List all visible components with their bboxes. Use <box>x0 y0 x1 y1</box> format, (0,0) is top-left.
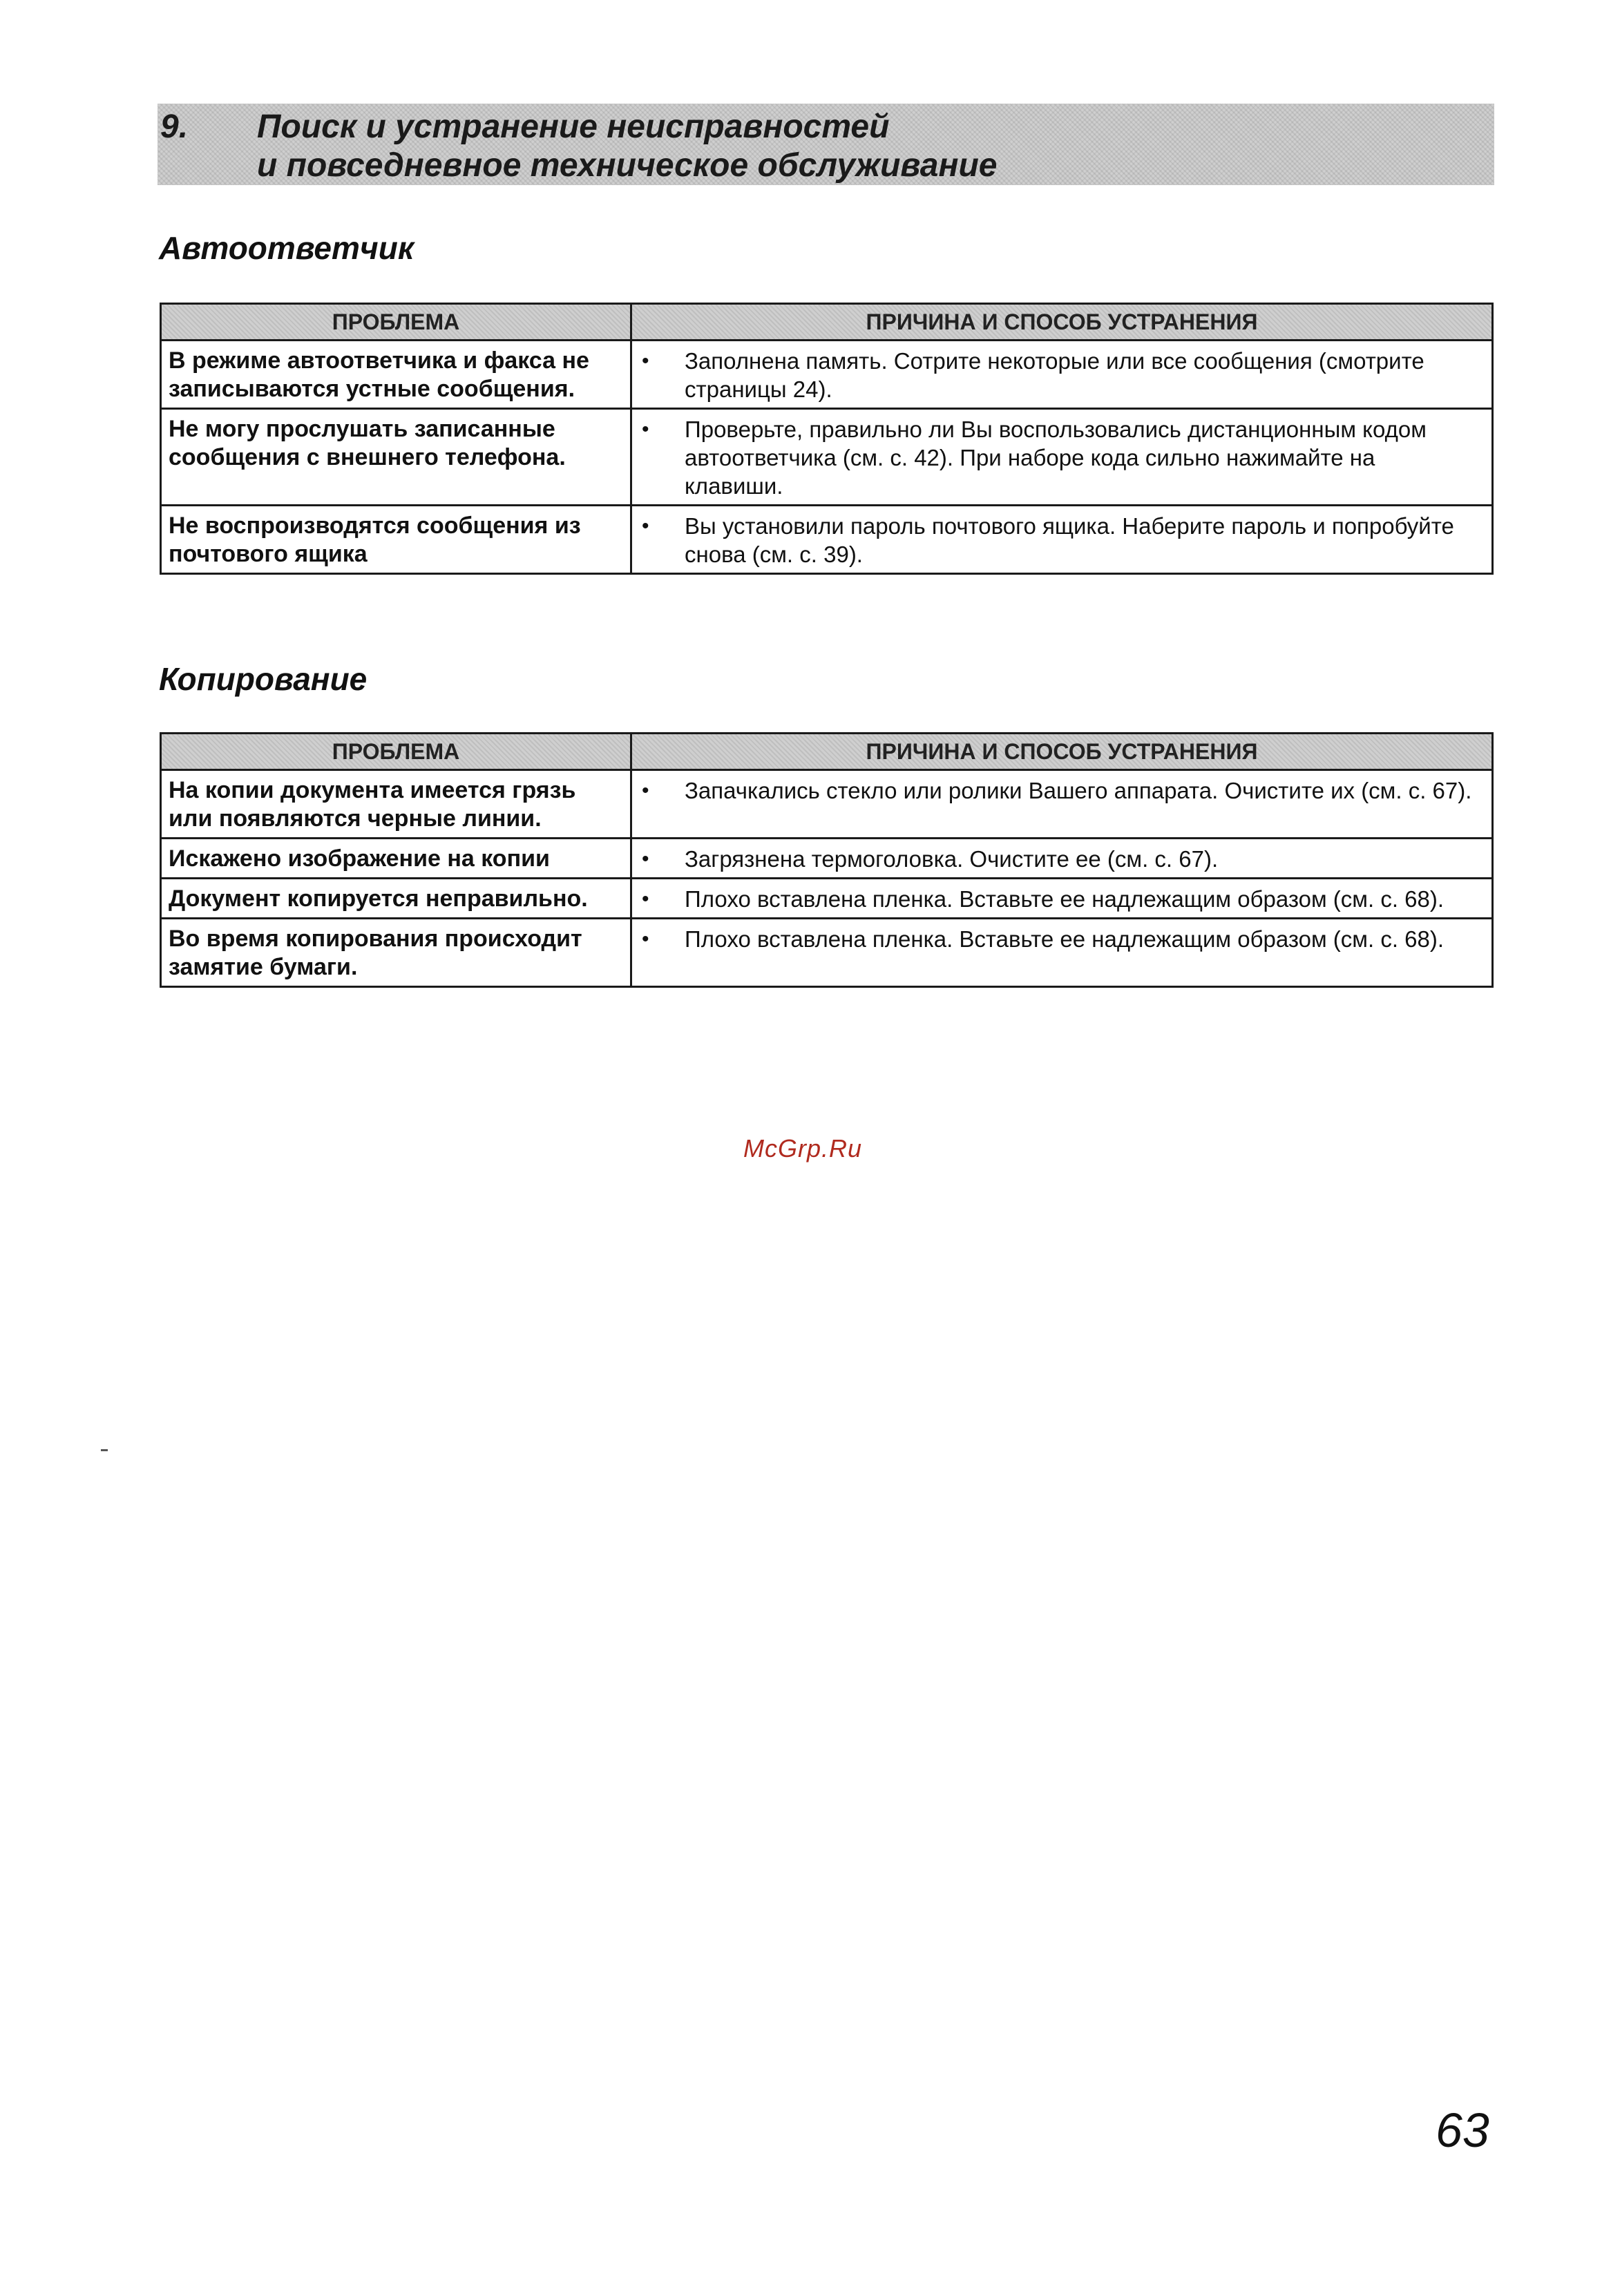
solution-text: Запачкались стекло или ролики Вашего аппарата. Очистите их (см. с. 67). <box>685 778 1472 803</box>
problem-cell: Не могу прослушать записанные сообщения с внешнего телефона. <box>161 409 631 506</box>
solution-cell <box>631 409 1493 506</box>
copying-table <box>160 732 1494 988</box>
table-header-row <box>161 734 1493 770</box>
bullet-icon: • <box>642 888 649 910</box>
bullet-icon: • <box>642 779 649 802</box>
problem-cell: Не воспроизводятся сообщения из почтового ящика <box>161 506 631 574</box>
chapter-title-line2: и повседневное техническое обслуживание <box>257 147 998 184</box>
problem-cell: Во время копирования происходит замятие бумаги. <box>161 919 631 987</box>
solution-cell <box>631 919 1493 987</box>
problem-cell: На копии документа имеется грязь или появляются черные линии. <box>161 770 631 839</box>
bullet-icon: • <box>642 418 649 441</box>
answering-machine-table <box>160 303 1494 575</box>
header-problem: ПРОБЛЕМА <box>161 304 631 341</box>
bullet-icon: • <box>642 848 649 870</box>
table-header-row <box>161 304 1493 341</box>
solution-cell <box>631 879 1493 919</box>
page-number: 63 <box>1436 2103 1489 2157</box>
header-solution: ПРИЧИНА И СПОСОБ УСТРАНЕНИЯ <box>631 734 1493 770</box>
section-heading-answering-machine: Автоответчик <box>159 230 414 266</box>
table-row <box>161 770 1493 839</box>
solution-cell <box>631 770 1493 839</box>
problem-cell: Искажено изображение на копии <box>161 839 631 879</box>
problem-cell: Документ копируется неправильно. <box>161 879 631 919</box>
scan-speck <box>101 1449 108 1451</box>
table-row <box>161 409 1493 506</box>
watermark-link[interactable]: McGrp.Ru <box>743 1134 863 1163</box>
problem-cell: В режиме автоответчика и факса не записываются устные сообщения. <box>161 341 631 409</box>
chapter-title <box>257 108 998 185</box>
solution-text: Заполнена память. Сотрите некоторые или все сообщения (смотрите страницы 24). <box>685 348 1424 402</box>
chapter-number: 9. <box>160 108 189 145</box>
table-row <box>161 919 1493 987</box>
header-problem: ПРОБЛЕМА <box>161 734 631 770</box>
table-row <box>161 506 1493 574</box>
table-row <box>161 839 1493 879</box>
table-row <box>161 341 1493 409</box>
bullet-icon: • <box>642 350 649 372</box>
bullet-icon: • <box>642 928 649 950</box>
solution-cell <box>631 506 1493 574</box>
solution-text: Проверьте, правильно ли Вы воспользовались дистанционным кодом автоответчика (см. с. 42). При наборе кода сильно нажимайте на клавиши. <box>685 417 1427 499</box>
bullet-icon: • <box>642 515 649 537</box>
solution-text: Плохо вставлена пленка. Вставьте ее надлежащим образом (см. с. 68). <box>685 926 1445 952</box>
chapter-title-line1: Поиск и устранение неисправностей <box>257 108 890 145</box>
table-row <box>161 879 1493 919</box>
section-heading-copying: Копирование <box>159 661 368 697</box>
solution-cell <box>631 839 1493 879</box>
solution-text: Плохо вставлена пленка. Вставьте ее надлежащим образом (см. с. 68). <box>685 886 1445 912</box>
solution-text: Вы установили пароль почтового ящика. Наберите пароль и попробуйте снова (см. с. 39). <box>685 513 1454 567</box>
solution-cell <box>631 341 1493 409</box>
solution-text: Загрязнена термоголовка. Очистите ее (см. с. 67). <box>685 846 1219 872</box>
header-solution: ПРИЧИНА И СПОСОБ УСТРАНЕНИЯ <box>631 304 1493 341</box>
